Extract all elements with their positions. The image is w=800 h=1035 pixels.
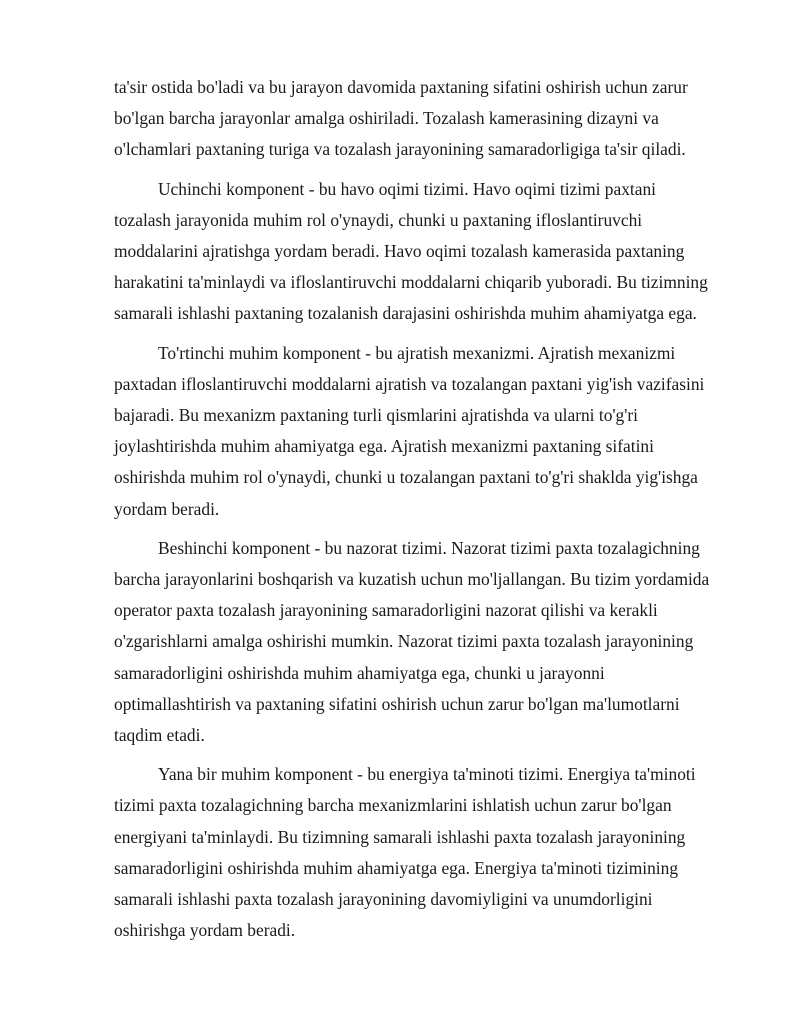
text-line: o'zgarishlarni amalga oshirishi mumkin. Nazorat tizimi paxta tozalash jarayonining: [114, 631, 694, 652]
text-line-first: To'rtinchi muhim komponent - bu ajratish mexanizmi. Ajratish mexanizmi: [158, 342, 676, 363]
text-line: paxtadan ifloslantiruvchi moddalarni ajratish va tozalangan paxtani yig'ish vazifasini: [114, 373, 705, 394]
text-line: harakatini ta'minlaydi va ifloslantiruvchi moddalarni chiqarib yuboradi. Bu tizimning: [114, 272, 708, 293]
paragraph-1: [114, 72, 774, 166]
text-line: o'lchamlari paxtaning turiga va tozalash jarayonining samaradorligiga ta'sir qiladi.: [114, 139, 686, 160]
text-line-first: Beshinchi komponent - bu nazorat tizimi. Nazorat tizimi paxta tozalagichning: [158, 537, 700, 558]
text-line: operator paxta tozalash jarayonining samaradorligini nazorat qilishi va kerakli: [114, 600, 658, 621]
text-line: samaradorligini oshirishda muhim ahamiyatga ega, chunki u jarayonni: [114, 662, 605, 683]
text-line: oshirishda muhim rol o'ynaydi, chunki u tozalangan paxtani to'g'ri shaklda yig'ishga: [114, 467, 698, 488]
paragraph-2: [114, 174, 774, 330]
paragraph-5: [114, 759, 774, 946]
text-line: tizimi paxta tozalagichning barcha mexanizmlarini ishlatish uchun zarur bo'lgan: [114, 795, 672, 816]
text-line: taqdim etadi.: [114, 725, 205, 746]
paragraph-4: [114, 533, 774, 751]
text-line: samarali ishlashi paxta tozalash jarayonining davomiyligini va unumdorligini: [114, 889, 653, 910]
text-line: bo'lgan barcha jarayonlar amalga oshiriladi. Tozalash kamerasining dizayni va: [114, 108, 659, 129]
text-line: oshirishga yordam beradi.: [114, 920, 296, 941]
text-line: energiyani ta'minlaydi. Bu tizimning samarali ishlashi paxta tozalash jarayonining: [114, 826, 686, 847]
text-line: tozalash jarayonida muhim rol o'ynaydi, chunki u paxtaning ifloslantiruvchi: [114, 209, 643, 230]
text-line-first: Yana bir muhim komponent - bu energiya ta'minoti tizimi. Energiya ta'minoti: [158, 764, 696, 785]
text-line: bajaradi. Bu mexanizm paxtaning turli qismlarini ajratishda va ularni to'g'ri: [114, 405, 638, 426]
text-line: optimallashtirish va paxtaning sifatini oshirish uchun zarur bo'lgan ma'lumotlarni: [114, 693, 680, 714]
text-line: samarali ishlashi paxtaning tozalanish darajasini oshirishda muhim ahamiyatga ega.: [114, 303, 697, 324]
text-line: samaradorligini oshirishda muhim ahamiyatga ega. Energiya ta'minoti tizimining: [114, 857, 679, 878]
text-line: moddalarini ajratishga yordam beradi. Havo oqimi tozalash kamerasida paxtaning: [114, 241, 685, 262]
document-body: [114, 72, 774, 954]
text-line: ta'sir ostida bo'ladi va bu jarayon davomida paxtaning sifatini oshirish uchun zarur: [114, 77, 688, 97]
text-line: yordam beradi.: [114, 498, 220, 519]
text-line: barcha jarayonlarini boshqarish va kuzatish uchun mo'ljallangan. Bu tizim yordamida: [114, 569, 710, 590]
text-line: joylashtirishda muhim ahamiyatga ega. Ajratish mexanizmi paxtaning sifatini: [114, 436, 654, 457]
text-line-first: Uchinchi komponent - bu havo oqimi tizimi. Havo oqimi tizimi paxtani: [158, 178, 656, 199]
paragraph-3: [114, 338, 774, 525]
